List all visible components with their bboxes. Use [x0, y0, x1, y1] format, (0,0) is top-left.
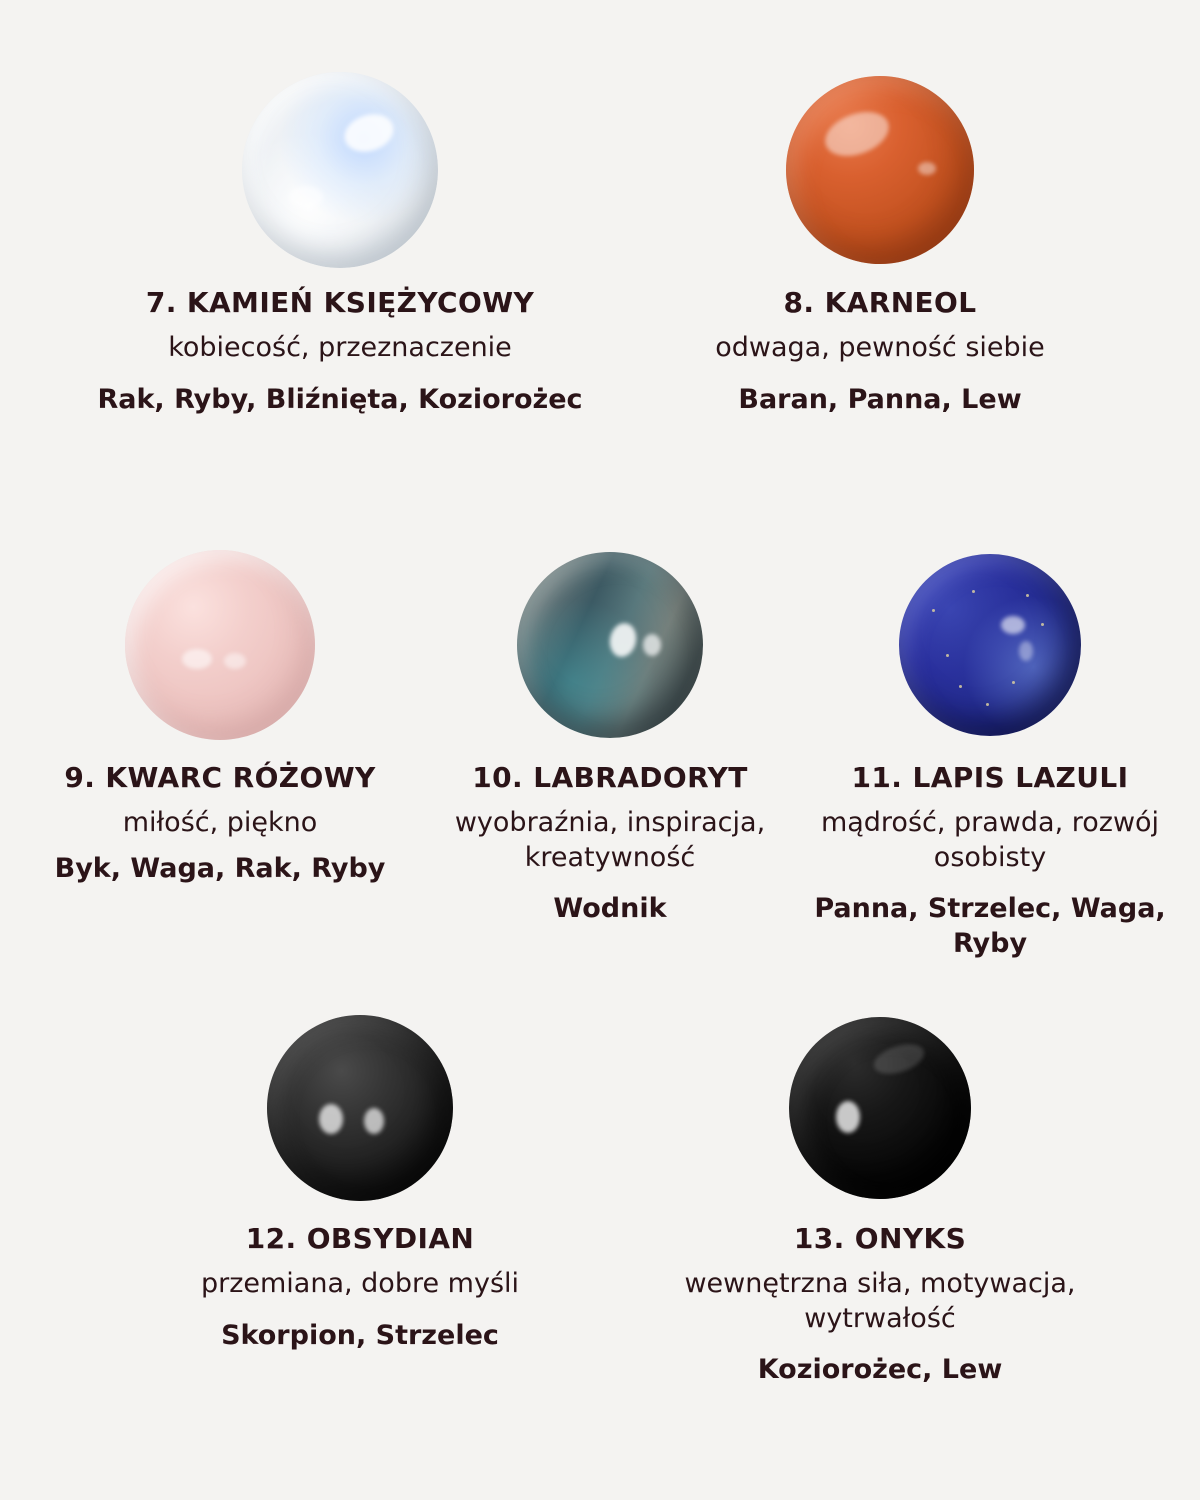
stone-card-kamien-ksiezycowy — [60, 70, 620, 417]
stone-zodiac-signs: Rak, Ryby, Bliźnięta, Koziorożec — [97, 383, 583, 415]
stone-zodiac-signs: Wodnik — [553, 893, 667, 925]
stone-meaning: wewnętrzna siła, motywacja, wytrwałość — [684, 1268, 1076, 1334]
gem-image-wrap-labradorite — [420, 545, 800, 745]
gem-image-wrap-lapis — [800, 545, 1180, 745]
stone-zodiac-signs: Skorpion, Strzelec — [221, 1319, 499, 1351]
stone-title: 9. KWARC RÓŻOWY — [64, 761, 376, 794]
gem-image-wrap-carnelian — [620, 70, 1140, 270]
gem-image-wrap-rosequartz — [20, 545, 420, 745]
gem-image-wrap-obsidian — [110, 1010, 610, 1206]
gem-image-wrap-onyx — [620, 1010, 1140, 1206]
gem-labradorite-icon — [517, 552, 703, 738]
stone-title: 7. KAMIEŃ KSIĘŻYCOWY — [145, 286, 535, 319]
gem-rose-quartz-icon — [125, 550, 315, 740]
gem-image-wrap-moonstone — [60, 70, 620, 270]
stone-zodiac-signs: Byk, Waga, Rak, Ryby — [54, 852, 386, 884]
stone-card-lapis-lazuli — [800, 545, 1180, 961]
stone-zodiac-signs: Koziorożec, Lew — [757, 1354, 1003, 1386]
stone-card-obsydian — [110, 1010, 610, 1353]
gem-onyx-icon — [789, 1017, 971, 1199]
stone-title: 12. OBSYDIAN — [245, 1222, 475, 1255]
stone-meaning: kobiecość, przeznaczenie — [168, 332, 512, 363]
stone-title: 10. LABRADORYT — [472, 761, 748, 794]
stone-meaning: przemiana, dobre myśli — [200, 1268, 520, 1299]
stone-title: 13. ONYKS — [793, 1222, 967, 1255]
stone-card-onyks — [620, 1010, 1140, 1387]
stone-card-kwarc-rozowy — [20, 545, 420, 886]
gem-moonstone-icon — [242, 72, 438, 268]
stone-card-karneol — [620, 70, 1140, 417]
stone-title: 11. LAPIS LAZULI — [851, 761, 1129, 794]
stone-zodiac-signs: Baran, Panna, Lew — [738, 383, 1022, 415]
gem-obsidian-icon — [267, 1015, 453, 1201]
stone-card-labradoryt — [420, 545, 800, 926]
stone-meaning: wyobraźnia, inspiracja, kreatywność — [454, 807, 766, 873]
stone-zodiac-signs: Panna, Strzelec, Waga, Ryby — [814, 893, 1166, 960]
stone-title: 8. KARNEOL — [783, 286, 977, 319]
gem-carnelian-icon — [786, 76, 974, 264]
stone-meaning: miłość, piękno — [122, 807, 318, 838]
stone-meaning: mądrość, prawda, rozwój osobisty — [820, 807, 1160, 873]
gem-lapis-lazuli-icon — [899, 554, 1081, 736]
stone-meaning: odwaga, pewność siebie — [715, 332, 1045, 363]
